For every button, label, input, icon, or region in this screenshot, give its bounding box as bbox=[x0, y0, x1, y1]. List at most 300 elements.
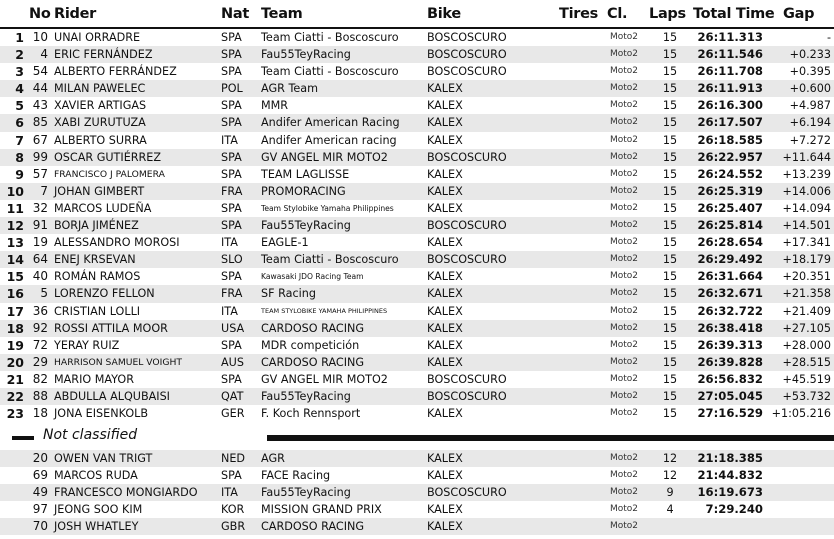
classified-results bbox=[0, 29, 834, 422]
team-name: SF Racing bbox=[261, 287, 316, 301]
total-time: 26:24.552 bbox=[697, 166, 763, 181]
position: 14 bbox=[6, 252, 24, 268]
bike-make: KALEX bbox=[427, 287, 463, 301]
position: 20 bbox=[6, 354, 24, 370]
team-name: GV ANGEL MIR MOTO2 bbox=[261, 372, 388, 386]
rider-name: BORJA JIMÉNEZ bbox=[54, 219, 139, 233]
total-time: 26:32.722 bbox=[697, 303, 763, 318]
class: Moto2 bbox=[610, 322, 639, 333]
header-total-time: Total Time bbox=[693, 6, 775, 22]
rider-name: YERAY RUIZ bbox=[54, 338, 120, 352]
table-row bbox=[0, 183, 834, 200]
class: Moto2 bbox=[610, 66, 639, 77]
bike-make: KALEX bbox=[427, 304, 463, 318]
total-time: 26:39.313 bbox=[697, 337, 763, 352]
rider-number: 40 bbox=[32, 269, 48, 284]
table-row bbox=[0, 450, 834, 467]
position: 1 bbox=[15, 30, 24, 45]
total-time: 26:18.585 bbox=[697, 132, 763, 147]
gap: +28.515 bbox=[782, 355, 831, 369]
laps: 15 bbox=[662, 48, 678, 62]
gap: +45.519 bbox=[782, 372, 831, 386]
laps: 9 bbox=[666, 486, 674, 500]
team-name: MDR competición bbox=[261, 338, 360, 352]
position: 15 bbox=[6, 269, 24, 285]
gap: +14.501 bbox=[782, 219, 831, 233]
class: Moto2 bbox=[610, 373, 639, 384]
class: Moto2 bbox=[610, 271, 639, 282]
rider-name: FRANCESCO MONGIARDO bbox=[54, 486, 198, 500]
not-classified-results bbox=[0, 450, 834, 535]
rider-number: 57 bbox=[32, 166, 48, 181]
laps: 15 bbox=[662, 407, 678, 421]
header-bike: Bike bbox=[427, 6, 461, 22]
bike-make: KALEX bbox=[427, 82, 463, 96]
rider-name: MARIO MAYOR bbox=[54, 372, 134, 386]
rider-number: 67 bbox=[32, 132, 48, 147]
bike-make: BOSCOSCURO bbox=[427, 389, 507, 403]
class: Moto2 bbox=[610, 220, 639, 231]
position: 4 bbox=[15, 81, 24, 97]
nationality: FRA bbox=[221, 287, 243, 301]
class: Moto2 bbox=[610, 151, 639, 162]
nationality: SPA bbox=[221, 150, 242, 164]
position: 23 bbox=[6, 406, 24, 422]
bike-make: BOSCOSCURO bbox=[427, 65, 507, 79]
bike-make: KALEX bbox=[427, 184, 463, 198]
nationality: SPA bbox=[221, 201, 242, 215]
class: Moto2 bbox=[610, 305, 639, 316]
team-name: Team Ciatti - Boscoscuro bbox=[261, 31, 399, 44]
rider-number: 10 bbox=[32, 30, 48, 44]
bike-make: KALEX bbox=[427, 452, 463, 465]
gap: +21.409 bbox=[782, 304, 831, 318]
rider-name: ALESSANDRO MOROSI bbox=[54, 236, 180, 250]
rider-number: 43 bbox=[32, 98, 48, 113]
gap: +18.179 bbox=[782, 253, 831, 267]
class: Moto2 bbox=[610, 117, 639, 128]
class: Moto2 bbox=[610, 408, 639, 419]
gap: +20.351 bbox=[782, 270, 831, 284]
bike-make: KALEX bbox=[427, 99, 463, 113]
table-row bbox=[0, 200, 834, 217]
nationality: ITA bbox=[221, 486, 238, 500]
rider-name: ERIC FERNÁNDEZ bbox=[54, 48, 153, 62]
bike-make: KALEX bbox=[427, 116, 463, 130]
total-time: 26:56.832 bbox=[697, 371, 763, 386]
laps: 15 bbox=[662, 219, 678, 233]
laps: 15 bbox=[662, 304, 678, 318]
rider-number: 19 bbox=[32, 235, 48, 250]
header-team: Team bbox=[261, 6, 303, 22]
rider-name: XAVIER ARTIGAS bbox=[54, 99, 147, 113]
position: 2 bbox=[15, 47, 24, 63]
class: Moto2 bbox=[610, 100, 639, 111]
total-time: 26:11.313 bbox=[697, 30, 763, 44]
bike-make: KALEX bbox=[427, 321, 463, 335]
gap: +0.395 bbox=[789, 65, 831, 79]
gap: +27.105 bbox=[782, 321, 831, 335]
gap: +21.358 bbox=[782, 287, 831, 301]
laps: 15 bbox=[662, 201, 678, 215]
nationality: NED bbox=[221, 452, 246, 465]
total-time: 26:31.664 bbox=[697, 269, 763, 284]
team-name: PROMORACING bbox=[261, 184, 346, 198]
gap: +13.239 bbox=[782, 167, 831, 181]
table-row bbox=[0, 303, 834, 320]
table-row bbox=[0, 114, 834, 131]
total-time: 16:19.673 bbox=[697, 485, 763, 500]
bike-make: KALEX bbox=[427, 270, 463, 284]
rider-number: 20 bbox=[32, 451, 48, 465]
nationality: USA bbox=[221, 321, 245, 335]
rider-number: 32 bbox=[32, 200, 48, 215]
gap: - bbox=[826, 31, 831, 44]
gap: +6.194 bbox=[789, 116, 831, 130]
position: 12 bbox=[6, 218, 24, 234]
nationality: SPA bbox=[221, 219, 242, 233]
position: 18 bbox=[6, 320, 24, 336]
class: Moto2 bbox=[610, 487, 639, 498]
class: Moto2 bbox=[610, 49, 639, 60]
team-name: Andifer American Racing bbox=[261, 116, 400, 130]
table-row bbox=[0, 149, 834, 166]
total-time: 26:38.418 bbox=[697, 320, 763, 335]
rider-number: 54 bbox=[32, 64, 48, 79]
laps: 15 bbox=[662, 82, 678, 96]
total-time: 7:29.240 bbox=[705, 502, 763, 517]
gap: +0.233 bbox=[789, 48, 831, 62]
divider-bar-right bbox=[267, 435, 834, 441]
total-time: 26:17.507 bbox=[697, 115, 763, 130]
header-no: No bbox=[29, 6, 51, 22]
nationality: GER bbox=[221, 407, 245, 421]
rider-number: 69 bbox=[32, 468, 48, 483]
total-time: 26:32.671 bbox=[697, 286, 763, 301]
nationality: SPA bbox=[221, 116, 242, 130]
header-tires: Tires bbox=[559, 6, 598, 22]
class: Moto2 bbox=[610, 32, 639, 42]
table-row bbox=[0, 320, 834, 337]
team-name: Team Ciatti - Boscoscuro bbox=[261, 65, 399, 79]
position: 10 bbox=[6, 183, 24, 199]
total-time: 26:16.300 bbox=[697, 98, 763, 113]
gap: +0.600 bbox=[789, 82, 831, 96]
gap: +28.000 bbox=[782, 338, 831, 352]
total-time: 26:28.654 bbox=[697, 235, 763, 250]
rider-name: ROSSI ATTILA MOOR bbox=[54, 321, 168, 335]
total-time: 27:16.529 bbox=[697, 406, 763, 421]
rider-number: 18 bbox=[32, 406, 48, 421]
rider-number: 91 bbox=[32, 218, 48, 233]
rider-number: 82 bbox=[32, 371, 48, 386]
table-row bbox=[0, 29, 834, 46]
table-row bbox=[0, 501, 834, 518]
laps: 15 bbox=[662, 321, 678, 335]
rider-name: LORENZO FELLON bbox=[54, 287, 155, 301]
position: 13 bbox=[6, 235, 24, 251]
nationality: SPA bbox=[221, 48, 242, 62]
position: 19 bbox=[6, 337, 24, 353]
rider-name: HARRISON SAMUEL VOIGHT bbox=[54, 356, 183, 368]
rider-name: JONA EISENKOLB bbox=[54, 407, 149, 421]
team-name: Fau55TeyRacing bbox=[261, 219, 351, 233]
header-gap: Gap bbox=[783, 6, 815, 22]
class: Moto2 bbox=[610, 168, 639, 179]
team-name: MISSION GRAND PRIX bbox=[261, 503, 382, 517]
position: 5 bbox=[15, 98, 24, 114]
class: Moto2 bbox=[610, 470, 639, 481]
rider-name: FRANCISCO J PALOMERA bbox=[54, 168, 165, 180]
nationality: SPA bbox=[221, 65, 242, 79]
team-name: Fau55TeyRacing bbox=[261, 389, 351, 403]
nationality: ITA bbox=[221, 236, 238, 250]
laps: 15 bbox=[662, 253, 678, 267]
team-name: MMR bbox=[261, 99, 289, 113]
bike-make: KALEX bbox=[427, 520, 463, 534]
laps: 12 bbox=[662, 469, 678, 483]
rider-name: ALBERTO FERRÁNDEZ bbox=[54, 65, 177, 79]
rider-name: ROMÁN RAMOS bbox=[54, 270, 141, 284]
nationality: SPA bbox=[221, 270, 242, 284]
team-name: GV ANGEL MIR MOTO2 bbox=[261, 150, 388, 164]
bike-make: KALEX bbox=[427, 133, 463, 147]
team-name: Fau55TeyRacing bbox=[261, 486, 351, 500]
table-row bbox=[0, 97, 834, 114]
class: Moto2 bbox=[610, 237, 639, 248]
position: 8 bbox=[15, 149, 24, 165]
header-class: Cl. bbox=[607, 6, 628, 22]
class: Moto2 bbox=[610, 521, 639, 532]
rider-number: 4 bbox=[40, 47, 48, 62]
class: Moto2 bbox=[610, 288, 639, 299]
table-row bbox=[0, 405, 834, 422]
laps: 15 bbox=[662, 116, 678, 130]
rider-name: OWEN VAN TRIGT bbox=[54, 452, 153, 465]
position: 11 bbox=[6, 200, 24, 216]
gap: +4.987 bbox=[789, 99, 831, 113]
team-name: CARDOSO RACING bbox=[261, 520, 365, 534]
position: 3 bbox=[15, 64, 24, 80]
team-name: Fau55TeyRacing bbox=[261, 48, 351, 62]
table-row bbox=[0, 388, 834, 405]
class: Moto2 bbox=[610, 83, 639, 94]
total-time: 26:25.319 bbox=[697, 183, 763, 198]
not-classified-divider bbox=[0, 424, 834, 450]
rider-name: JEONG SOO KIM bbox=[54, 503, 143, 517]
rider-name: ABDULLA ALQUBAISI bbox=[54, 389, 170, 403]
gap: +14.094 bbox=[782, 201, 831, 215]
rider-number: 36 bbox=[32, 303, 48, 318]
total-time: 26:11.546 bbox=[697, 47, 763, 62]
laps: 15 bbox=[662, 270, 678, 284]
bike-make: BOSCOSCURO bbox=[427, 372, 507, 386]
position: 17 bbox=[6, 303, 24, 319]
bike-make: KALEX bbox=[427, 201, 463, 215]
nationality: SPA bbox=[221, 167, 242, 181]
class: Moto2 bbox=[610, 504, 639, 515]
team-name: Team Stylobike Yamaha Philippines bbox=[261, 203, 394, 213]
nationality: ITA bbox=[221, 133, 238, 147]
class: Moto2 bbox=[610, 185, 639, 196]
bike-make: BOSCOSCURO bbox=[427, 219, 507, 233]
laps: 15 bbox=[662, 287, 678, 301]
team-name: FACE Racing bbox=[261, 469, 331, 483]
total-time: 21:44.832 bbox=[697, 468, 763, 483]
total-time: 26:22.957 bbox=[697, 149, 763, 164]
rider-number: 92 bbox=[32, 320, 48, 335]
table-row bbox=[0, 46, 834, 63]
team-name: TEAM STYLOBIKE YAMAHA PHILIPPINES bbox=[261, 306, 388, 315]
laps: 15 bbox=[662, 65, 678, 79]
header-rider: Rider bbox=[54, 6, 97, 22]
team-name: EAGLE-1 bbox=[261, 236, 309, 250]
nationality: GBR bbox=[221, 520, 246, 534]
bike-make: BOSCOSCURO bbox=[427, 150, 507, 164]
total-time: 26:29.492 bbox=[697, 252, 763, 267]
laps: 15 bbox=[662, 338, 678, 352]
total-time: 26:11.913 bbox=[697, 81, 763, 96]
rider-name: MILAN PAWELEC bbox=[54, 82, 146, 96]
nationality: SPA bbox=[221, 99, 242, 113]
class: Moto2 bbox=[610, 453, 639, 463]
table-row bbox=[0, 132, 834, 149]
bike-make: BOSCOSCURO bbox=[427, 48, 507, 62]
position: 22 bbox=[6, 388, 24, 404]
team-name: Team Ciatti - Boscoscuro bbox=[261, 253, 399, 267]
rider-name: JOSH WHATLEY bbox=[54, 520, 139, 534]
rider-number: 64 bbox=[32, 252, 48, 267]
rider-number: 44 bbox=[32, 81, 48, 96]
table-row bbox=[0, 354, 834, 371]
gap: +7.272 bbox=[789, 133, 831, 147]
nationality: QAT bbox=[221, 389, 244, 403]
header-nat: Nat bbox=[221, 6, 249, 22]
laps: 15 bbox=[662, 389, 678, 403]
table-row bbox=[0, 63, 834, 80]
laps: 15 bbox=[662, 236, 678, 250]
class: Moto2 bbox=[610, 202, 639, 213]
position: 9 bbox=[15, 166, 24, 182]
table-row bbox=[0, 337, 834, 354]
team-name: AGR Team bbox=[261, 82, 319, 96]
position: 21 bbox=[6, 371, 24, 387]
bike-make: KALEX bbox=[427, 338, 463, 352]
laps: 15 bbox=[662, 31, 678, 44]
class: Moto2 bbox=[610, 390, 639, 401]
laps: 15 bbox=[662, 167, 678, 181]
gap: +11.644 bbox=[782, 150, 831, 164]
table-row bbox=[0, 268, 834, 285]
bike-make: KALEX bbox=[427, 469, 463, 483]
team-name: Kawasaki JDO Racing Team bbox=[261, 272, 364, 282]
gap: +17.341 bbox=[782, 236, 831, 250]
table-row bbox=[0, 371, 834, 388]
nationality: SPA bbox=[221, 31, 242, 44]
laps: 15 bbox=[662, 184, 678, 198]
rider-number: 85 bbox=[32, 115, 48, 130]
nationality: FRA bbox=[221, 184, 243, 198]
position: 6 bbox=[15, 115, 24, 131]
team-name: TEAM LAGLISSE bbox=[261, 167, 350, 181]
team-name: CARDOSO RACING bbox=[261, 355, 365, 369]
total-time: 26:39.828 bbox=[697, 354, 763, 369]
total-time: 21:18.385 bbox=[697, 451, 763, 465]
rider-number: 97 bbox=[32, 502, 48, 517]
rider-name: MARCOS RUDA bbox=[54, 469, 138, 483]
table-row bbox=[0, 251, 834, 268]
laps: 15 bbox=[662, 133, 678, 147]
laps: 15 bbox=[662, 150, 678, 164]
rider-number: 99 bbox=[32, 149, 48, 164]
bike-make: BOSCOSCURO bbox=[427, 31, 507, 44]
rider-name: ENEJ KRSEVAN bbox=[54, 253, 136, 267]
table-row bbox=[0, 518, 834, 535]
nationality: SPA bbox=[221, 338, 242, 352]
total-time: 26:25.814 bbox=[697, 218, 763, 233]
laps: 12 bbox=[662, 452, 678, 465]
divider-bar-left bbox=[12, 436, 34, 440]
team-name: AGR bbox=[261, 452, 285, 465]
gap: +1:05.216 bbox=[771, 407, 831, 421]
total-time: 26:25.407 bbox=[697, 200, 763, 215]
class: Moto2 bbox=[610, 134, 639, 145]
nationality: AUS bbox=[221, 355, 244, 369]
nationality: SPA bbox=[221, 372, 242, 386]
nationality: SPA bbox=[221, 469, 242, 483]
rider-number: 7 bbox=[40, 183, 48, 198]
bike-make: BOSCOSCURO bbox=[427, 486, 507, 500]
table-row bbox=[0, 484, 834, 501]
rider-number: 49 bbox=[32, 485, 48, 500]
total-time: 27:05.045 bbox=[697, 388, 763, 403]
rider-number: 70 bbox=[32, 519, 48, 534]
nationality: ITA bbox=[221, 304, 238, 318]
rider-name: MARCOS LUDEÑA bbox=[54, 201, 152, 215]
rider-name: XABI ZURUTUZA bbox=[54, 116, 146, 130]
team-name: CARDOSO RACING bbox=[261, 321, 365, 335]
gap: +14.006 bbox=[782, 184, 831, 198]
table-row bbox=[0, 80, 834, 97]
bike-make: KALEX bbox=[427, 236, 463, 250]
table-row bbox=[0, 166, 834, 183]
rider-name: UNAI ORRADRE bbox=[54, 31, 141, 44]
team-name: Andifer American racing bbox=[261, 133, 397, 147]
rider-number: 5 bbox=[40, 286, 48, 301]
rider-number: 88 bbox=[32, 388, 48, 403]
bike-make: KALEX bbox=[427, 407, 463, 421]
bike-make: KALEX bbox=[427, 503, 463, 517]
table-row bbox=[0, 234, 834, 251]
nationality: POL bbox=[221, 82, 243, 96]
nationality: SLO bbox=[221, 253, 243, 267]
class: Moto2 bbox=[610, 254, 639, 265]
rider-name: CRISTIAN LOLLI bbox=[54, 304, 141, 318]
bike-make: KALEX bbox=[427, 167, 463, 181]
table-row bbox=[0, 467, 834, 484]
not-classified-label: Not classified bbox=[43, 427, 138, 443]
laps: 4 bbox=[666, 503, 674, 517]
header-laps: Laps bbox=[649, 6, 686, 22]
laps: 15 bbox=[662, 372, 678, 386]
gap: +53.732 bbox=[782, 389, 831, 403]
nationality: KOR bbox=[221, 503, 245, 517]
laps: 15 bbox=[662, 99, 678, 113]
rider-name: OSCAR GUTIÉRREZ bbox=[54, 150, 162, 164]
position: 7 bbox=[15, 132, 24, 148]
table-header bbox=[0, 0, 834, 28]
rider-number: 72 bbox=[32, 337, 48, 352]
